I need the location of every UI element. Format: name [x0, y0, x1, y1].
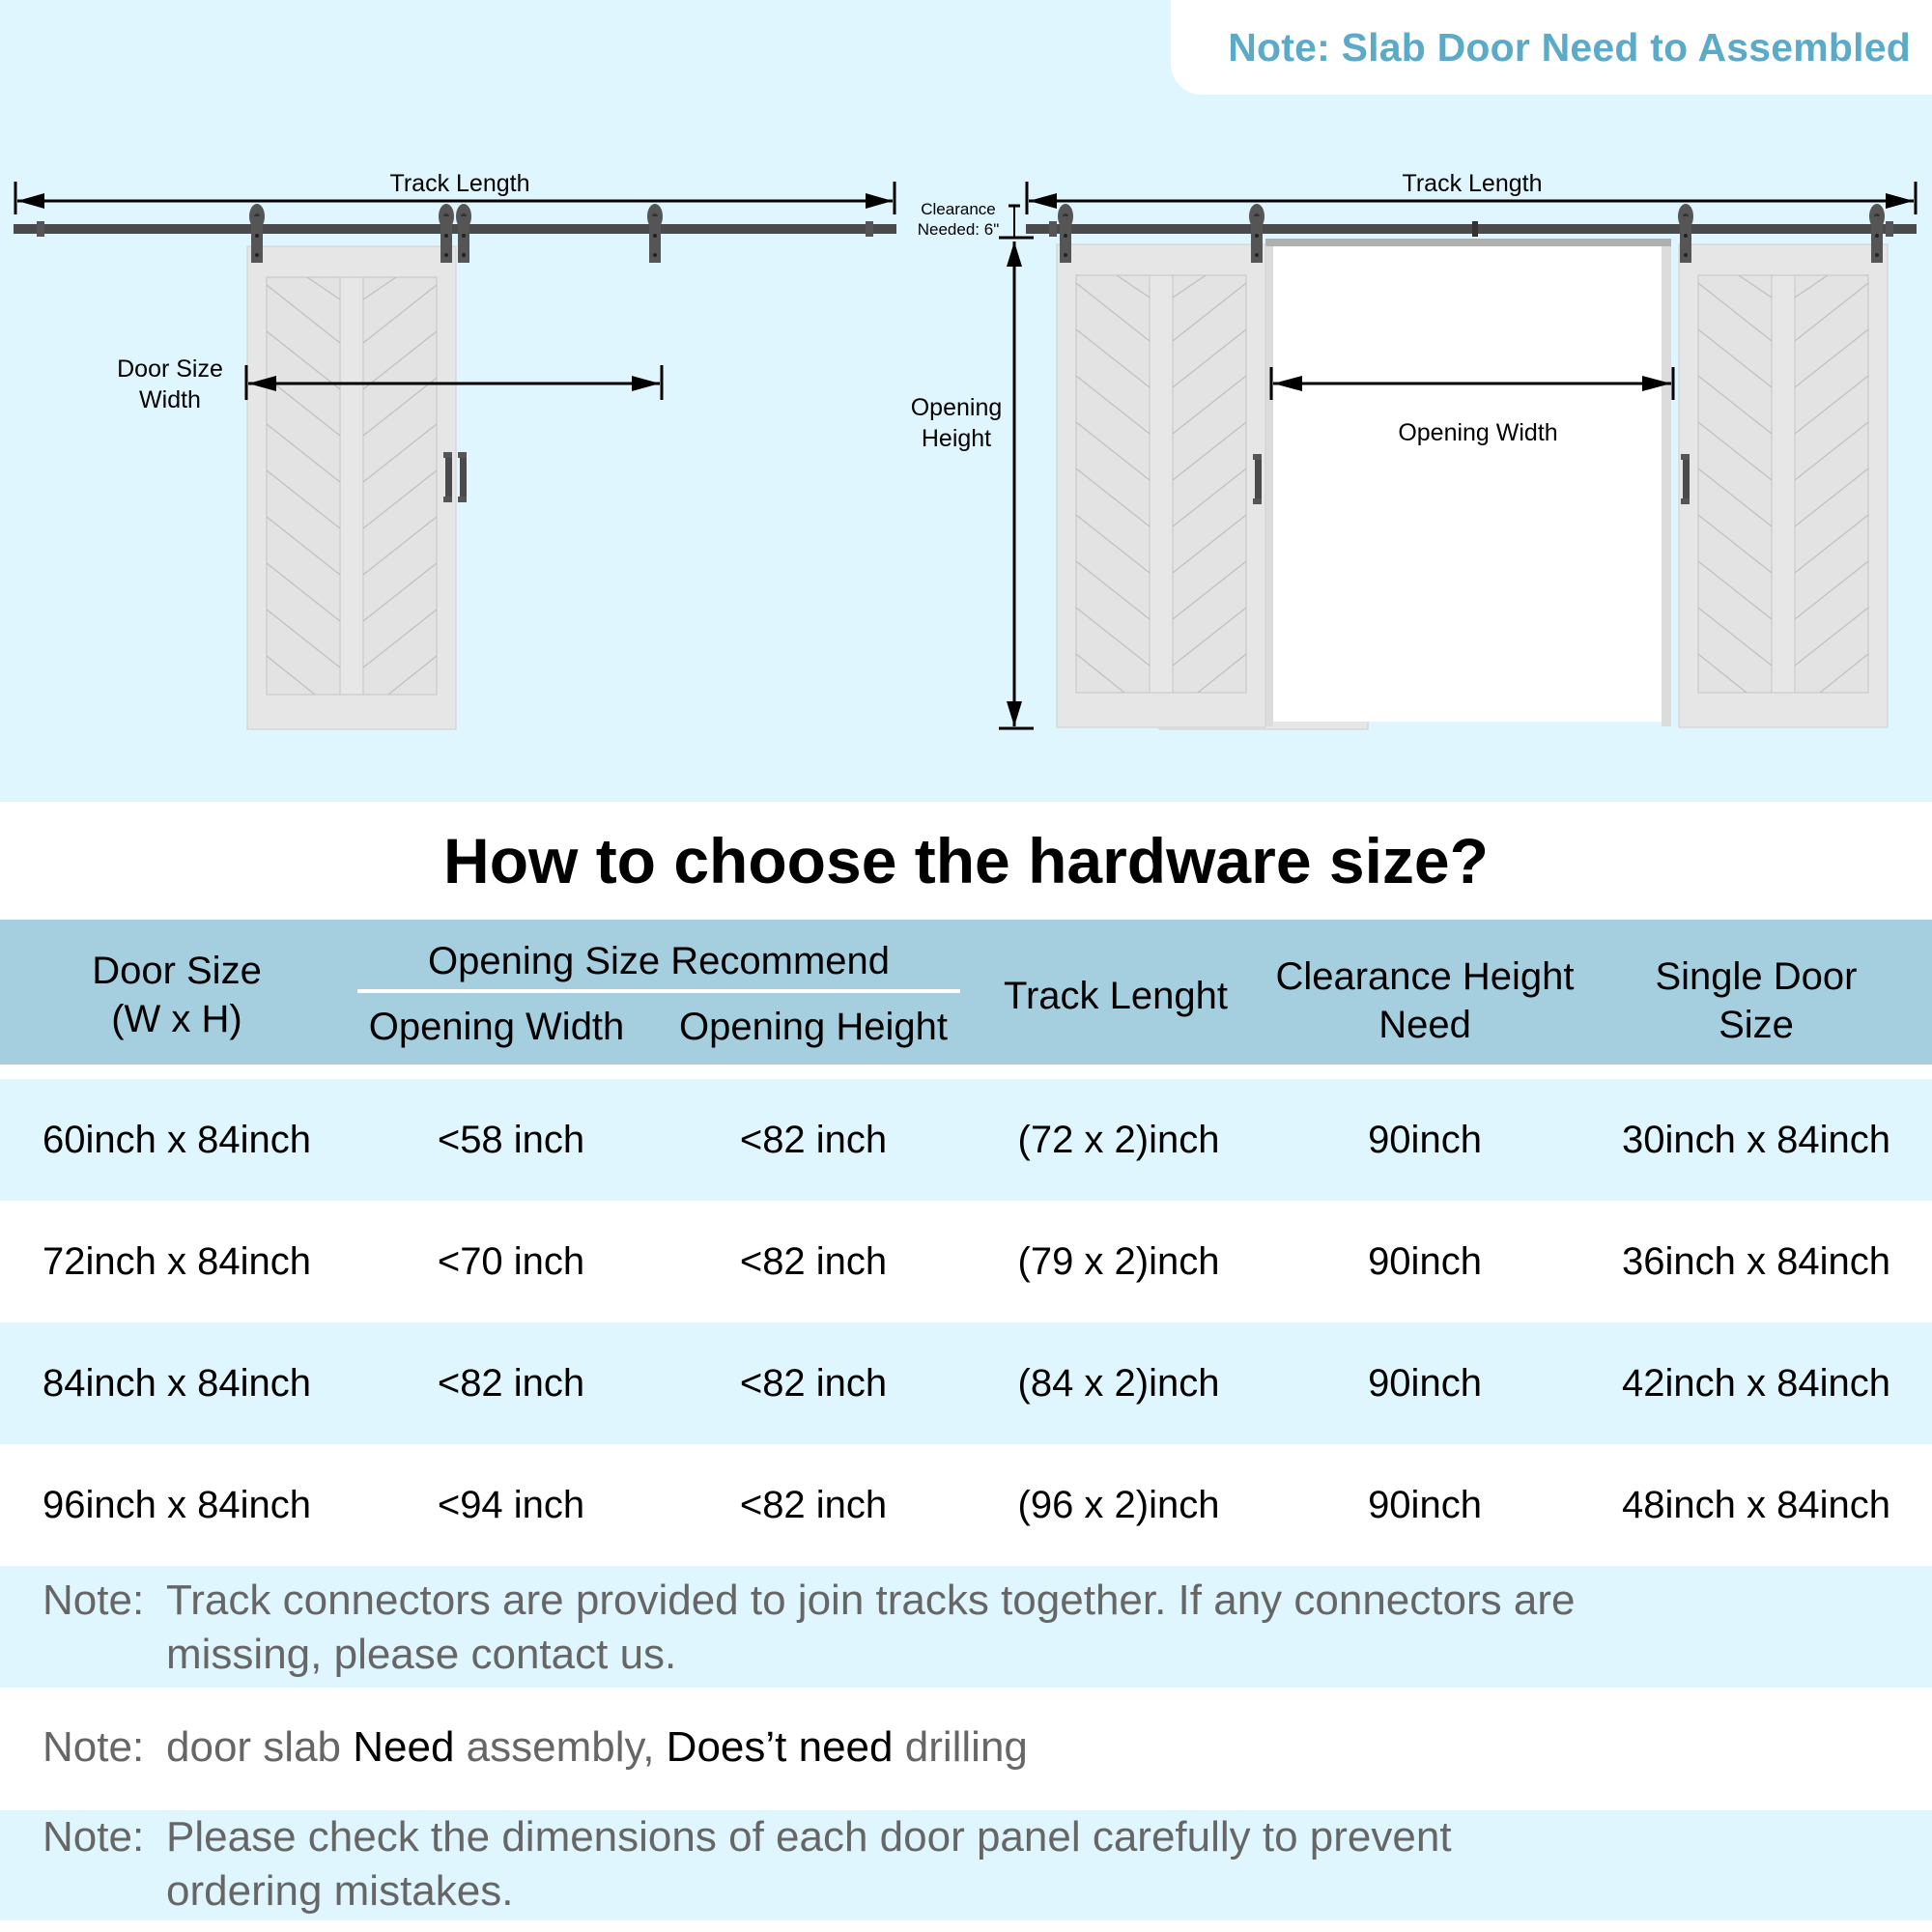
right-diagram — [911, 170, 1917, 728]
note-check-dimensions — [0, 1810, 1932, 1920]
note-prefix: Note: — [43, 1723, 145, 1771]
title-band — [0, 802, 1932, 920]
table-row — [0, 1322, 1932, 1444]
note-text: assembly, — [454, 1723, 667, 1771]
cell-track-length: (79 x 2)inch — [1017, 1239, 1220, 1283]
note-text: drilling — [893, 1723, 1028, 1771]
table-row — [0, 1079, 1932, 1201]
cell-clearance: 90inch — [1368, 1239, 1482, 1283]
header-clearance — [1246, 952, 1604, 1049]
header-track-length: Track Lenght — [1004, 975, 1228, 1017]
cell-opening-width: <82 inch — [437, 1361, 585, 1405]
cell-track-length: (72 x 2)inch — [1017, 1118, 1220, 1161]
header-door-size — [0, 947, 354, 1043]
page-title: How to choose the hardware size? — [443, 825, 1489, 896]
note-emphasis-need: Need — [353, 1723, 455, 1771]
note-body — [166, 1574, 1893, 1682]
cell-opening-width: <94 inch — [437, 1483, 585, 1526]
opening-width-label: Opening Width — [1398, 419, 1558, 446]
note-line2: missing, please contact us. — [166, 1631, 677, 1678]
cell-opening-width: <70 inch — [437, 1239, 585, 1283]
cell-clearance: 90inch — [1368, 1361, 1482, 1405]
header-opening-width: Opening Width — [368, 1006, 625, 1048]
note-track-connectors — [0, 1566, 1932, 1688]
header-clearance-line1: Clearance Height — [1275, 955, 1575, 998]
header-opening-height: Opening Height — [679, 1006, 948, 1048]
cell-single-door: 36inch x 84inch — [1622, 1239, 1890, 1283]
assembly-note-badge: Note: Slab Door Need to Assembled — [1171, 0, 1932, 95]
note-line1: Please check the dimensions of each door panel carefully to prevent — [166, 1813, 1452, 1861]
note-body — [166, 1720, 1893, 1775]
header-group-divider — [357, 989, 960, 993]
note-door-slab — [0, 1688, 1932, 1810]
cell-door-size: 84inch x 84inch — [43, 1361, 311, 1405]
header-single-door-line2: Size — [1719, 1004, 1794, 1046]
cell-opening-height: <82 inch — [739, 1483, 888, 1526]
opening-height-label-line1: Opening — [910, 394, 1003, 421]
cell-door-size: 60inch x 84inch — [43, 1118, 311, 1161]
door-width-label-line1: Door Size — [117, 355, 223, 383]
cell-door-size: 72inch x 84inch — [43, 1239, 311, 1283]
header-clearance-line2: Need — [1378, 1004, 1471, 1046]
cell-track-length: (84 x 2)inch — [1017, 1361, 1220, 1405]
note-text: door slab — [166, 1723, 354, 1771]
cell-clearance: 90inch — [1368, 1118, 1482, 1161]
note-emphasis-no-drilling: Does’t need — [666, 1723, 894, 1771]
header-door-size-line2: (W x H) — [111, 998, 242, 1040]
cell-opening-width: <58 inch — [437, 1118, 585, 1161]
table-row — [0, 1201, 1932, 1322]
cell-clearance: 90inch — [1368, 1483, 1482, 1526]
note-line1: Track connectors are provided to join tracks together. If any connectors are — [166, 1577, 1576, 1624]
diagram-area — [0, 0, 1932, 802]
cell-door-size: 96inch x 84inch — [43, 1483, 311, 1526]
cell-single-door: 48inch x 84inch — [1622, 1483, 1890, 1526]
note-line2: ordering mistakes. — [166, 1867, 514, 1915]
left-track-length-label: Track Length — [389, 170, 530, 197]
clearance-label-line2: Needed: 6" — [917, 220, 1000, 239]
header-door-size-line1: Door Size — [92, 950, 262, 992]
table-row — [0, 1444, 1932, 1566]
header-single-door-line1: Single Door — [1655, 955, 1858, 998]
note-prefix: Note: — [43, 1577, 145, 1624]
cell-track-length: (96 x 2)inch — [1017, 1483, 1220, 1526]
cell-single-door: 30inch x 84inch — [1622, 1118, 1890, 1161]
header-single-door — [1604, 952, 1909, 1049]
cell-opening-height: <82 inch — [739, 1361, 888, 1405]
opening-height-label-line2: Height — [921, 425, 992, 452]
door-diagrams — [0, 0, 1932, 802]
header-opening-group: Opening Size Recommend — [427, 940, 891, 982]
clearance-label-line1: Clearance — [921, 200, 996, 218]
note-prefix: Note: — [43, 1813, 145, 1861]
note-body — [166, 1810, 1893, 1918]
cell-opening-height: <82 inch — [739, 1118, 888, 1161]
cell-single-door: 42inch x 84inch — [1622, 1361, 1890, 1405]
right-track-length-label: Track Length — [1402, 170, 1543, 197]
cell-opening-height: <82 inch — [739, 1239, 888, 1283]
door-width-label-line2: Width — [139, 386, 201, 413]
